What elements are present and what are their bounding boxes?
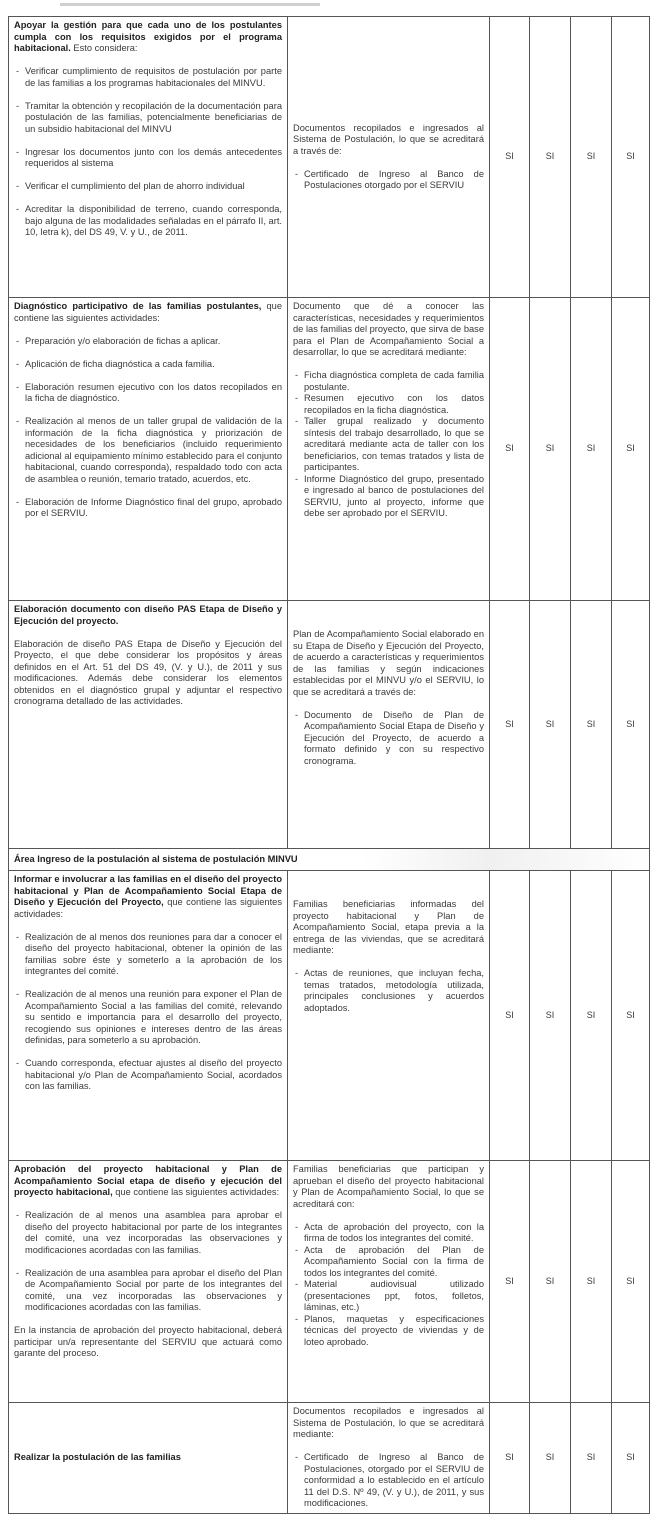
compliance-cell: SI — [530, 1161, 571, 1403]
section-header-row — [9, 849, 650, 871]
activity-list-item: - Realización de una asamblea para aprobar el diseño del Plan de Acompañamiento Social por parte de los integrantes del comité, una vez incorporadas las observaciones y modificaciones acordadas con las familias. — [14, 1268, 282, 1314]
activity-cell — [9, 871, 288, 1161]
compliance-cell: SI — [612, 1403, 650, 1514]
activity-list-item: - Realización de al menos una reunión para exponer el Plan de Acompañamiento Social a las familias del comité, relevando su sentido e importancia para el desarrollo del proyecto, recogiendo sus opiniones e intereses dentro de las áreas definidas, para someterlo a su aprobación. — [14, 989, 282, 1047]
verification-list-item: - Ficha diagnóstica completa de cada familia postulante. — [293, 370, 484, 393]
verification-list — [293, 1222, 484, 1349]
verification-list-item: - Planos, maquetas y especificaciones técnicas del proyecto de viviendas y de loteo aprobado. — [293, 1314, 484, 1349]
activity-list-item: - Elaboración de Informe Diagnóstico final del grupo, aprobado por el SERVIU. — [14, 497, 282, 520]
activity-list — [14, 66, 282, 239]
activity-list-item: - Realización de al menos dos reuniones para dar a conocer el diseño del proyecto habitacional, obtener la opinión de las familias sobre éste y someterlo a la aprobación de los integrantes del comité. — [14, 932, 282, 978]
verification-list-item: - Certificado de Ingreso al Banco de Postulaciones, otorgado por el SERVIU de conformidad a lo establecido en el artículo 11 del D.S. Nº 49, (V. y U.), de 2011, y sus modificaciones. — [293, 1452, 484, 1510]
table-row — [9, 601, 650, 849]
compliance-cell: SI — [571, 1161, 612, 1403]
compliance-cell: SI — [490, 17, 530, 298]
activity-list — [14, 1210, 282, 1314]
compliance-cell: SI — [490, 1161, 530, 1403]
activity-title: Realizar la postulación de las familias — [14, 1452, 181, 1462]
verification-text: Plan de Acompañamiento Social elaborado en su Etapa de Diseño y Ejecución del Proyecto, de acuerdo a características y requerimientos de las familias y según indicaciones establecidas por el MINVU y/o el SERVIU, lo que se acreditará a través de: — [293, 629, 484, 697]
activity-description — [14, 1164, 282, 1199]
table-row — [9, 17, 650, 298]
verification-list — [293, 370, 484, 520]
activity-cell — [9, 17, 288, 298]
activity-list-item: - Verificar el cumplimiento del plan de ahorro individual — [14, 181, 282, 193]
verification-list-item: - Certificado de Ingreso al Banco de Postulaciones otorgado por el SERVIU — [293, 169, 484, 192]
verification-list-item: - Actas de reuniones, que incluyan fecha, temas tratados, metodología utilizada, principales conclusiones y acuerdos adoptados. — [293, 968, 484, 1014]
activity-list-item: - Elaboración resumen ejecutivo con los datos recopilados en la ficha de diagnóstico. — [14, 382, 282, 405]
compliance-cell: SI — [490, 601, 530, 849]
compliance-cell: SI — [490, 1403, 530, 1514]
verification-cell — [288, 871, 490, 1161]
compliance-cell: SI — [571, 601, 612, 849]
activity-list — [14, 932, 282, 1093]
verification-text: Familias beneficiarias que participan y aprueban el diseño del proyecto habitacional y Plan de Acompañamiento Social, lo que se acreditará con: — [293, 1164, 484, 1209]
verification-cell — [288, 1403, 490, 1514]
activity-list-item: - Ingresar los documentos junto con los demás antecedentes requeridos al sistema — [14, 147, 282, 170]
verification-list — [293, 968, 484, 1014]
verification-text: Documento que dé a conocer las características, necesidades y requerimientos de las familias del proyecto, que sirva de base para el Plan de Acompañamiento Social a desarrollar, lo que se acreditará mediante: — [293, 301, 484, 357]
activity-intro: Esto considera: — [70, 43, 138, 53]
verification-list-item: - Taller grupal realizado y documento síntesis del trabajo desarrollado, lo que se acreditará mediante acta de taller con los beneficiarios, con temas tratados y lista de participantes. — [293, 416, 484, 474]
verification-cell — [288, 17, 490, 298]
activity-list-item: - Realización al menos de un taller grupal de validación de la información de la ficha diagnóstica y priorización de necesidades de los beneficiarios (incluido requerimiento adicional al equipamiento mínimo establecido para el conjunto habitacional, cuando corresponda), respaldado todo con acta de asamblea o reunión, temario tratado, acuerdos, etc. — [14, 416, 282, 485]
compliance-cell: SI — [571, 17, 612, 298]
activity-title: Informar e involucrar a las familias en el diseño del proyecto habitacional y Plan de Acompañamiento Social Etapa de Diseño y Ejecución del Proyecto, — [14, 874, 282, 907]
activity-list-item: - Acreditar la disponibilidad de terreno, cuando corresponda, bajo alguna de las modalidades señaladas en el párrafo II, art. 10, letra k), del DS 49, V. y U., de 2011. — [14, 204, 282, 239]
verification-list-item: - Resumen ejecutivo con los datos recopilados en la ficha diagnóstica. — [293, 393, 484, 416]
verification-text: Familias beneficiarias informadas del proyecto habitacional y Plan de Acompañamiento Social, etapa previa a la entrega de las viviendas, que se acreditará mediante: — [293, 899, 484, 955]
compliance-cell: SI — [571, 298, 612, 601]
activity-list-item: - Realización de al menos una asamblea para aprobar el diseño del proyecto habitacional por parte de los integrantes del comité, una vez incorporadas las observaciones y modificaciones acordadas con las familias. — [14, 1210, 282, 1256]
activity-description — [14, 874, 282, 920]
activity-list-item: - Verificar cumplimiento de requisitos de postulación por parte de las familias a los programas habitacionales del MINVU. — [14, 66, 282, 89]
activity-list-item: - Cuando corresponda, efectuar ajustes al diseño del proyecto habitacional y/o Plan de Acompañamiento Social, acordados con las familias. — [14, 1058, 282, 1093]
table-row — [9, 1161, 650, 1403]
compliance-cell: SI — [530, 1403, 571, 1514]
verification-list-item: - Acta de aprobación del Plan de Acompañamiento Social con la firma de todos los integrantes del comité. — [293, 1245, 484, 1280]
activity-description — [14, 604, 282, 627]
compliance-cell: SI — [612, 17, 650, 298]
activity-list-item: - Preparación y/o elaboración de fichas a aplicar. — [14, 336, 282, 348]
activity-description — [14, 301, 282, 324]
activity-title: Apoyar la gestión para que cada uno de los postulantes cumpla con los requisitos exigidos por el programa habitacional. — [14, 20, 282, 53]
compliance-cell: SI — [571, 871, 612, 1161]
activity-cell — [9, 298, 288, 601]
compliance-cell: SI — [490, 871, 530, 1161]
compliance-cell: SI — [612, 601, 650, 849]
verification-text: Documentos recopilados e ingresados al Sistema de Postulación, lo que se acreditará a través de: — [293, 122, 484, 156]
activity-cell — [9, 1403, 288, 1514]
verification-text: Documentos recopilados e ingresados al Sistema de Postulación, lo que se acreditará mediante: — [293, 1406, 484, 1439]
compliance-cell: SI — [571, 1403, 612, 1514]
verification-list — [293, 710, 484, 768]
activity-intro: que contiene las siguientes actividades: — [112, 1187, 280, 1197]
verification-list-item: - Acta de aprobación del proyecto, con la firma de todos los integrantes del comité. — [293, 1222, 484, 1245]
activity-description — [14, 20, 282, 55]
activities-table — [8, 16, 650, 1514]
activity-intro: que contiene las siguientes actividades: — [14, 897, 282, 919]
activity-cell — [9, 1161, 288, 1403]
verification-cell — [288, 601, 490, 849]
verification-list-item: - Documento de Diseño de Plan de Acompañamiento Social Etapa de Diseño y Ejecución del Proyecto, de acuerdo a formato definido y con su respectivo cronograma. — [293, 710, 484, 768]
compliance-cell: SI — [612, 1161, 650, 1403]
verification-list-item: - Informe Diagnóstico del grupo, presentado e ingresado al banco de postulaciones del SERVIU, junto al proyecto, informe que debe ser aprobado por el SERVIU. — [293, 474, 484, 520]
compliance-cell: SI — [490, 298, 530, 601]
activity-title: Diagnóstico participativo de las familias postulantes, — [14, 301, 262, 311]
compliance-cell: SI — [530, 871, 571, 1161]
table-row — [9, 871, 650, 1161]
verification-list — [293, 1452, 484, 1510]
activity-title: Aprobación del proyecto habitacional y Plan de Acompañamiento Social etapa de diseño y ejecución del proyecto habitacional, — [14, 1164, 282, 1197]
activity-cell — [9, 601, 288, 849]
verification-cell — [288, 298, 490, 601]
activity-intro: que contiene las siguientes actividades: — [14, 301, 282, 323]
table-row — [9, 1403, 650, 1514]
verification-cell — [288, 1161, 490, 1403]
activity-title: Elaboración documento con diseño PAS Etapa de Diseño y Ejecución del proyecto. — [14, 604, 282, 626]
previous-page-text-fragment — [60, 3, 320, 6]
compliance-cell: SI — [530, 17, 571, 298]
activity-list — [14, 336, 282, 520]
activity-description — [14, 1452, 282, 1464]
compliance-cell: SI — [530, 601, 571, 849]
activity-list-item: - Aplicación de ficha diagnóstica a cada familia. — [14, 359, 282, 371]
verification-list-item: - Material audiovisual utilizado (presentaciones ppt, fotos, folletos, láminas, etc.) — [293, 1279, 484, 1314]
verification-list — [293, 169, 484, 192]
compliance-cell: SI — [612, 871, 650, 1161]
compliance-cell: SI — [530, 298, 571, 601]
section-title: Área Ingreso de la postulación al sistema de postulación MINVU — [9, 849, 650, 871]
activity-list-item: - Tramitar la obtención y recopilación de la documentación para postulación de las familias, potencialmente beneficiarias de un subsidio habitacional del MINVU — [14, 101, 282, 136]
table-row — [9, 298, 650, 601]
activity-note: En la instancia de aprobación del proyecto habitacional, deberá participar un/a representante del SERVIU que actuará como garante del proceso. — [14, 1325, 282, 1358]
activity-paragraph: Elaboración de diseño PAS Etapa de Diseño y Ejecución del Proyecto, el que debe considerar los propósitos y áreas definidos en el Art. 51 del DS 49, (V. y U.), de 2011 y sus modificaciones. Además debe considerar los elementos obtenidos en el diagnóstico grupal y adjuntar el respectivo cronograma detallado de las actividades. — [14, 638, 282, 706]
compliance-cell: SI — [612, 298, 650, 601]
